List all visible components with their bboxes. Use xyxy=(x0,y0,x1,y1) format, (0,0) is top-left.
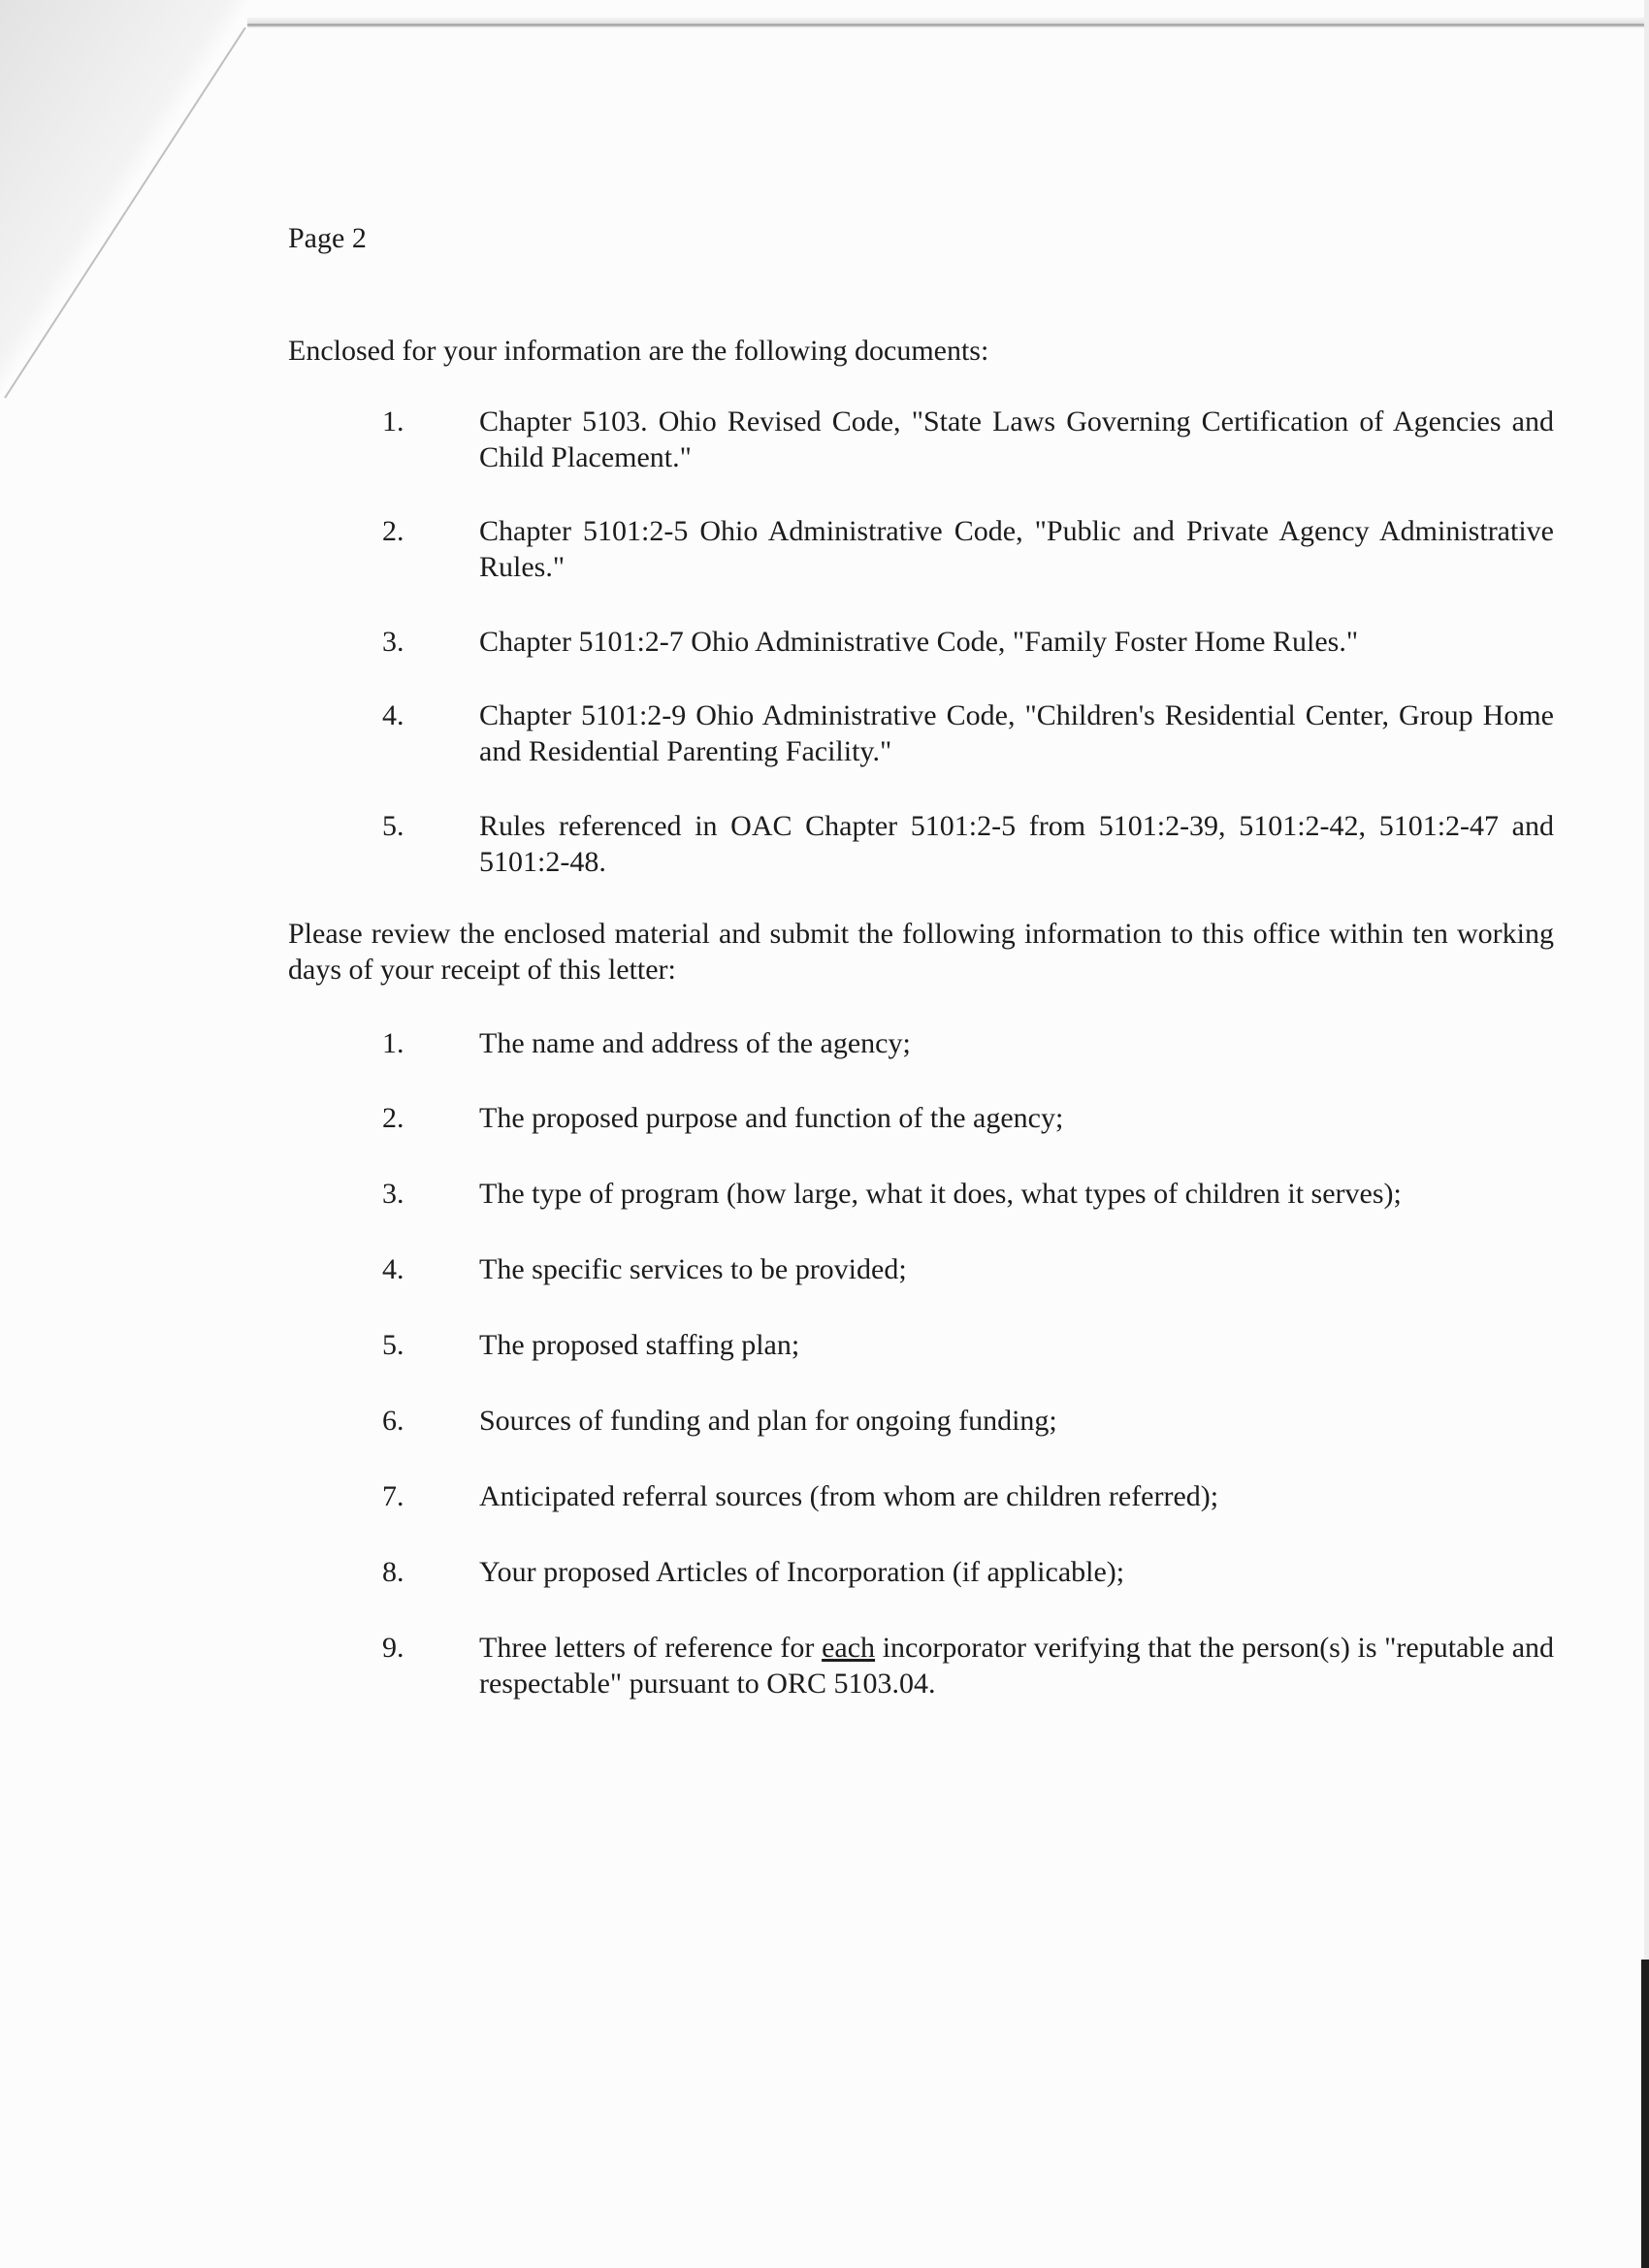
item-number: 5. xyxy=(382,810,404,842)
item-number: 1. xyxy=(382,1027,404,1059)
item-text: Sources of funding and plan for ongoing funding; xyxy=(479,1405,1057,1437)
underlined-word-each: each xyxy=(822,1632,876,1664)
item-number: 9. xyxy=(382,1632,404,1664)
scan-right-edge xyxy=(1641,1960,1649,2268)
item-number: 5. xyxy=(382,1329,404,1361)
item-text: The proposed purpose and function of the agency; xyxy=(479,1102,1064,1134)
item-text: The name and address of the agency; xyxy=(479,1027,911,1059)
item-text xyxy=(479,1630,1554,1701)
item-text: Rules referenced in OAC Chapter 5101:2-5 from 5101:2-39, 5101:2-42, 5101:2-47 and 5101:2-48. xyxy=(479,810,1554,878)
item-number: 4. xyxy=(382,1253,404,1285)
item-number: 3. xyxy=(382,626,404,658)
item-number: 8. xyxy=(382,1556,404,1588)
item-number: 2. xyxy=(382,515,404,547)
scan-folded-corner xyxy=(0,0,252,398)
item-text: Your proposed Articles of Incorporation (if applicable); xyxy=(479,1556,1125,1588)
request-paragraph: Please review the enclosed material and submit the following information to this office within ten working days of your receipt of this letter: xyxy=(288,918,1554,986)
scan-top-edge xyxy=(247,17,1649,31)
item-text: Chapter 5103. Ohio Revised Code, "State Laws Governing Certification of Agencies and Child Placement." xyxy=(479,405,1554,473)
item-text-before: Three letters of reference for xyxy=(479,1632,823,1664)
item-text-after: incorporator verifying that the person(s) is "reputable and respectable" pursuant to ORC 5103.04. xyxy=(479,1632,1555,1700)
item-number: 2. xyxy=(382,1102,404,1134)
item-text: Chapter 5101:2-7 Ohio Administrative Code, "Family Foster Home Rules." xyxy=(479,626,1359,658)
item-number: 6. xyxy=(382,1405,404,1437)
item-number: 4. xyxy=(382,699,404,731)
scan-right-edge-faint xyxy=(1644,0,1649,1960)
item-text: The type of program (how large, what it does, what types of children it serves); xyxy=(479,1178,1402,1210)
page-number: Page 2 xyxy=(288,222,367,254)
item-text: The specific services to be provided; xyxy=(479,1253,907,1285)
intro-paragraph: Enclosed for your information are the following documents: xyxy=(288,335,989,367)
item-text: Anticipated referral sources (from whom are children referred); xyxy=(479,1480,1219,1512)
item-number: 7. xyxy=(382,1480,404,1512)
item-text: The proposed staffing plan; xyxy=(479,1329,800,1361)
item-number: 3. xyxy=(382,1178,404,1210)
item-text: Chapter 5101:2-5 Ohio Administrative Code, "Public and Private Agency Administrative Rules." xyxy=(479,515,1554,583)
item-number: 1. xyxy=(382,405,404,437)
item-text: Chapter 5101:2-9 Ohio Administrative Code, "Children's Residential Center, Group Home and Residential Parenting Facility." xyxy=(479,699,1554,767)
